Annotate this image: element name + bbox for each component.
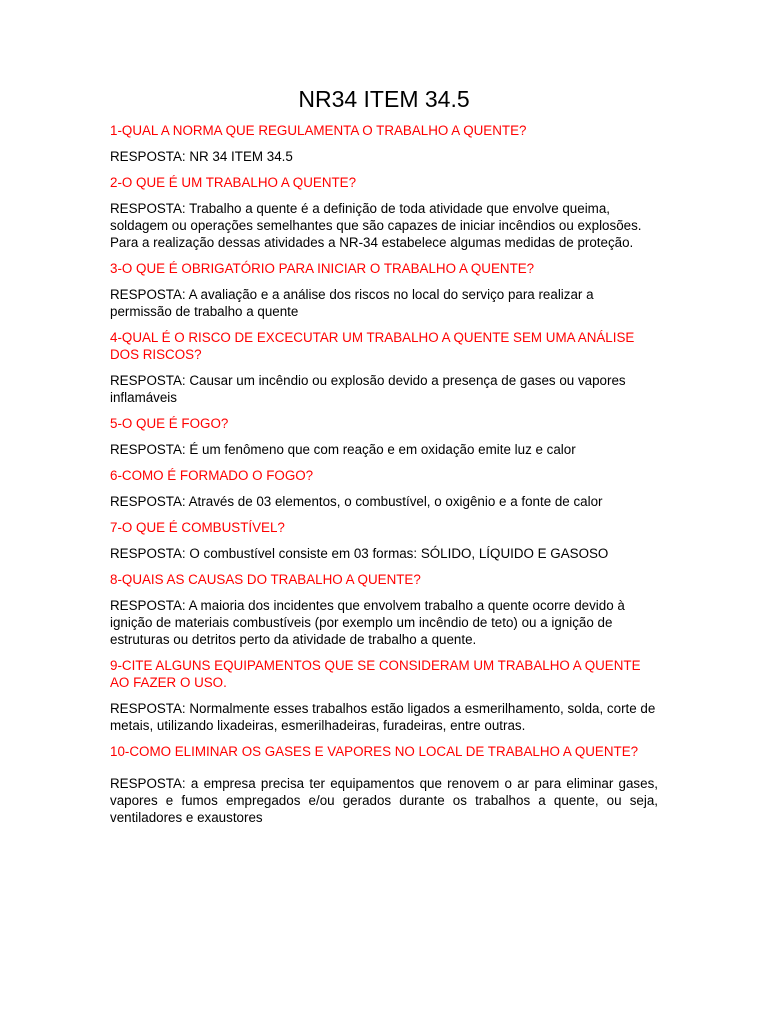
answer-9: RESPOSTA: Normalmente esses trabalhos estão ligados a esmerilhamento, solda, corte de metais, utilizando lixadeiras, esmerilhadeiras, furadeiras, entre outras. bbox=[110, 701, 656, 733]
question-3: 3-O QUE É OBRIGATÓRIO PARA INICIAR O TRABALHO A QUENTE? bbox=[110, 261, 535, 276]
question-4: 4-QUAL É O RISCO DE EXCECUTAR UM TRABALHO A QUENTE SEM UMA ANÁLISE DOS RISCOS? bbox=[110, 330, 635, 362]
question-6: 6-COMO É FORMADO O FOGO? bbox=[110, 468, 314, 483]
question-1: 1-QUAL A NORMA QUE REGULAMENTA O TRABALHO A QUENTE? bbox=[110, 123, 527, 138]
answer-10: RESPOSTA: a empresa precisa ter equipamentos que renovem o ar para eliminar gases, vapores e fumos empregados e/ou gerados durante os trabalhos a quente, ou seja, ventiladores e exaustores bbox=[110, 776, 658, 825]
answer-8: RESPOSTA: A maioria dos incidentes que envolvem trabalho a quente ocorre devido à ignição de materiais combustíveis (por exemplo um incêndio de teto) ou a ignição de estruturas ou detritos perto da atividade de trabalho a quente. bbox=[110, 598, 625, 647]
question-8: 8-QUAIS AS CAUSAS DO TRABALHO A QUENTE? bbox=[110, 572, 421, 587]
answer-5: RESPOSTA: É um fenômeno que com reação e em oxidação emite luz e calor bbox=[110, 442, 576, 457]
answer-2: RESPOSTA: Trabalho a quente é a definição de toda atividade que envolve queima, soldagem ou operações semelhantes que são capazes de iniciar incêndios ou explosões. Para a realização dessas atividades a NR-34 estabelece algumas medidas de proteção. bbox=[110, 201, 642, 250]
answer-7: RESPOSTA: O combustível consiste em 03 formas: SÓLIDO, LÍQUIDO E GASOSO bbox=[110, 546, 609, 561]
question-5: 5-O QUE É FOGO? bbox=[110, 416, 229, 431]
question-2: 2-O QUE É UM TRABALHO A QUENTE? bbox=[110, 175, 357, 190]
answer-3: RESPOSTA: A avaliação e a análise dos riscos no local do serviço para realizar a permissão de trabalho a quente bbox=[110, 287, 594, 319]
question-7: 7-O QUE É COMBUSTÍVEL? bbox=[110, 520, 285, 535]
answer-6: RESPOSTA: Através de 03 elementos, o combustível, o oxigênio e a fonte de calor bbox=[110, 494, 603, 509]
question-9: 9-CITE ALGUNS EQUIPAMENTOS QUE SE CONSIDERAM UM TRABALHO A QUENTE AO FAZER O USO. bbox=[110, 658, 641, 690]
qa-list bbox=[110, 122, 658, 835]
answer-4: RESPOSTA: Causar um incêndio ou explosão devido a presença de gases ou vapores inflamáveis bbox=[110, 373, 626, 405]
page-title: NR34 ITEM 34.5 bbox=[298, 86, 470, 112]
answer-1: RESPOSTA: NR 34 ITEM 34.5 bbox=[110, 149, 293, 164]
question-10: 10-COMO ELIMINAR OS GASES E VAPORES NO LOCAL DE TRABALHO A QUENTE? bbox=[110, 744, 639, 759]
